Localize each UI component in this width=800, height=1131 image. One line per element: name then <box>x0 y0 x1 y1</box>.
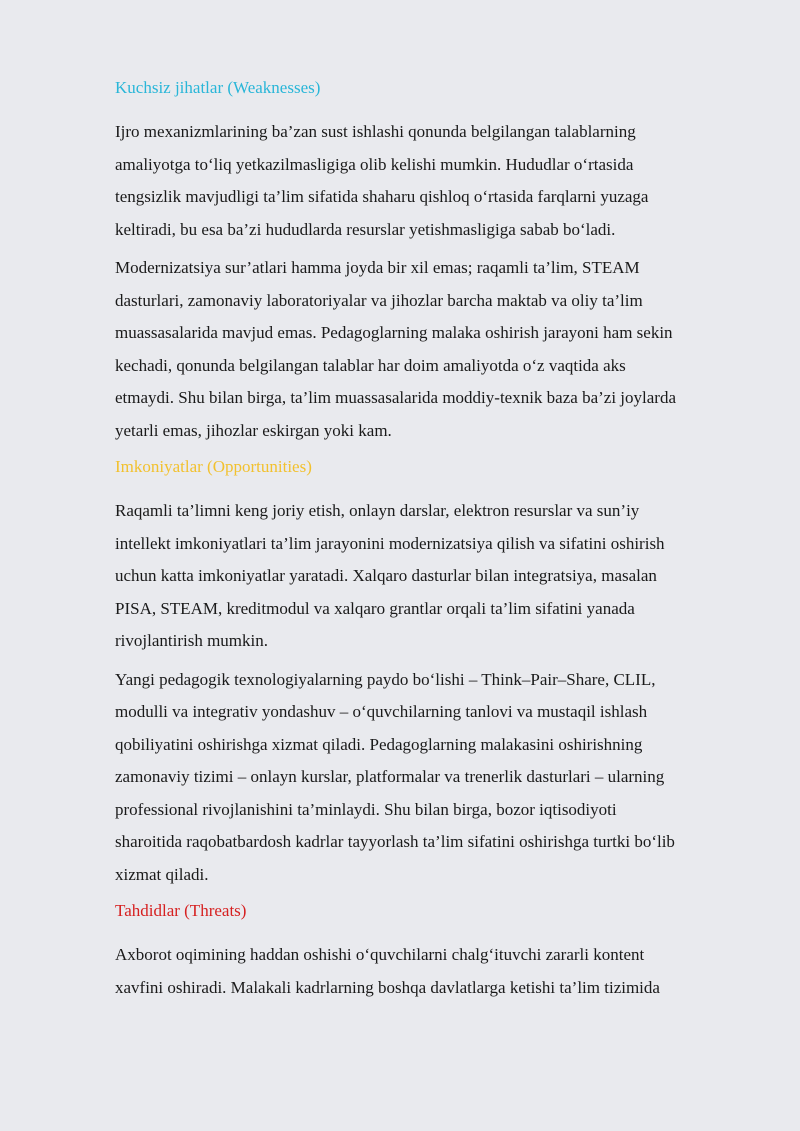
text-line: Modernizatsiya sur’atlari hamma joyda bir xil emas; raqamli ta’lim, STEAM <box>115 258 640 277</box>
text-line: PISA, STEAM, kreditmodul va xalqaro grantlar orqali ta’lim sifatini yanada <box>115 598 635 618</box>
text-line: Ijro mexanizmlarining ba’zan sust ishlashi qonunda belgilangan talablarning <box>115 122 636 141</box>
text-line: intellekt imkoniyatlari ta’lim jarayonini modernizatsiya qilish va sifatini oshirish <box>115 533 665 553</box>
opportunities-paragraph-1 <box>115 495 736 658</box>
text-line: modulli va integrativ yondashuv – o‘quvchilarning tanlovi va mustaqil ishlash <box>115 702 648 721</box>
text-line: xavfini oshiradi. Malakali kadrlarning boshqa davlatlarga ketishi ta’lim tizimida <box>115 977 660 997</box>
text-line: Axborot oqimining haddan oshishi o‘quvchilarni chalg‘ituvchi zararli kontent <box>115 945 645 964</box>
text-line: xizmat qiladi. <box>115 864 209 884</box>
text-line: professional rivojlanishini ta’minlaydi. Shu bilan birga, bozor iqtisodiyoti <box>115 799 617 819</box>
text-line: rivojlantirish mumkin. <box>115 631 268 650</box>
text-line: etmaydi. Shu bilan birga, ta’lim muassasalarida moddiy-texnik baza ba’zi joylarda <box>115 388 676 407</box>
text-line: kechadi, qonunda belgilangan talablar har doim amaliyotda o‘z vaqtida aks <box>115 355 626 375</box>
text-line: Raqamli ta’limni keng joriy etish, onlayn darslar, elektron resurslar va sun’iy <box>115 501 640 520</box>
text-line: yetarli emas, jihozlar eskirgan yoki kam. <box>115 420 392 440</box>
text-line: dasturlari, zamonaviy laboratoriyalar va jihozlar barcha maktab va oliy ta’lim <box>115 290 643 310</box>
threats-heading: Tahdidlar (Threats) <box>115 901 247 920</box>
text-line: zamonaviy tizimi – onlayn kurslar, platformalar va trenerlik dasturlari – ularning <box>115 767 665 786</box>
text-line: sharoitida raqobatbardosh kadrlar tayyorlash ta’lim sifatini oshirishga turtki bo‘lib <box>115 832 675 851</box>
text-line: keltiradi, bu esa ba’zi hududlarda resurslar yetishmasligiga sabab bo‘ladi. <box>115 219 616 239</box>
text-line: amaliyotga to‘liq yetkazilmasligiga olib kelishi mumkin. Hududlar o‘rtasida <box>115 154 634 174</box>
weaknesses-paragraph-1 <box>115 116 736 246</box>
text-line: uchun katta imkoniyatlar yaratadi. Xalqaro dasturlar bilan integratsiya, masalan <box>115 566 657 585</box>
opportunities-heading: Imkoniyatlar (Opportunities) <box>115 457 312 476</box>
opportunities-paragraph-2 <box>115 664 736 892</box>
text-line: qobiliyatini oshirishga xizmat qiladi. Pedagoglarning malakasini oshirishning <box>115 734 643 754</box>
weaknesses-paragraph-2 <box>115 252 736 447</box>
text-line: muassasalarida mavjud emas. Pedagoglarning malaka oshirish jarayoni ham sekin <box>115 323 673 342</box>
threats-paragraph-1 <box>115 939 736 1004</box>
weaknesses-heading: Kuchsiz jihatlar (Weaknesses) <box>115 78 321 97</box>
text-line: tengsizlik mavjudligi ta’lim sifatida shaharu qishloq o‘rtasida farqlarni yuzaga <box>115 187 649 206</box>
text-line: Yangi pedagogik texnologiyalarning paydo bo‘lishi – Think–Pair–Share, CLIL, <box>115 669 656 689</box>
